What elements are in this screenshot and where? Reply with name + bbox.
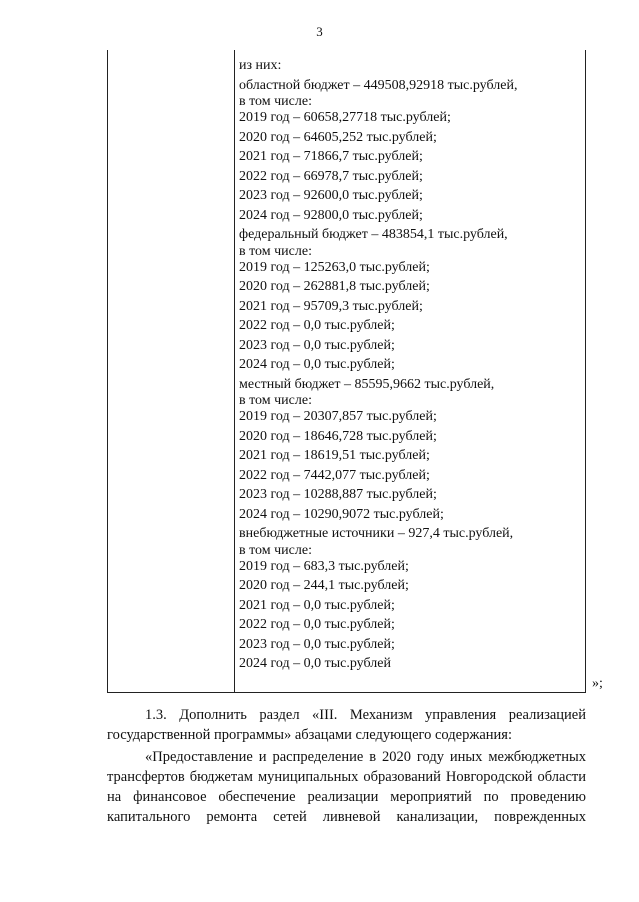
- funding-line: 2019 год – 683,3 тыс.рублей;: [239, 558, 409, 574]
- funding-line: местный бюджет – 85595,9662 тыс.рублей,: [239, 376, 495, 392]
- funding-line: 2024 год – 0,0 тыс.рублей;: [239, 357, 395, 372]
- funding-line: внебюджетные источники – 927,4 тыс.рублей,: [239, 526, 514, 541]
- funding-line: 2019 год – 20307,857 тыс.рублей;: [239, 409, 437, 424]
- funding-line: 2023 год – 92600,0 тыс.рублей;: [239, 188, 423, 203]
- funding-line: 2024 год – 10290,9072 тыс.рублей;: [239, 506, 444, 522]
- funding-line: 2020 год – 244,1 тыс.рублей;: [239, 578, 409, 593]
- column-divider: [234, 50, 235, 692]
- funding-line: 2021 год – 95709,3 тыс.рублей;: [239, 298, 423, 314]
- paragraph-line: трансфертов бюджетам муниципальных образований Новгородской области: [107, 769, 586, 785]
- funding-line: областной бюджет – 449508,92918 тыс.рублей,: [239, 77, 518, 93]
- closing-quote: »;: [592, 676, 603, 691]
- funding-line: 2022 год – 7442,077 тыс.рублей;: [239, 467, 430, 483]
- funding-line: 2020 год – 262881,8 тыс.рублей;: [239, 279, 430, 294]
- paragraph-1-3: [107, 705, 586, 745]
- funding-line: 2019 год – 60658,27718 тыс.рублей;: [239, 110, 451, 125]
- funding-line: в том числе:: [239, 94, 312, 109]
- funding-line: 2023 год – 10288,887 тыс.рублей;: [239, 487, 437, 502]
- paragraph-line: 1.3. Дополнить раздел «III. Механизм управления реализацией: [145, 707, 586, 723]
- paragraph-line: на финансовое обеспечение реализации мероприятий по проведению: [107, 789, 586, 805]
- funding-line: 2019 год – 125263,0 тыс.рублей;: [239, 259, 430, 275]
- funding-line: 2024 год – 0,0 тыс.рублей: [239, 656, 391, 671]
- funding-line: 2021 год – 18619,51 тыс.рублей;: [239, 448, 430, 463]
- paragraph-line: государственной программы» абзацами следующего содержания:: [107, 727, 513, 743]
- funding-line: в том числе:: [239, 542, 312, 558]
- paragraph-line: капитального ремонта сетей ливневой канализации, поврежденных: [107, 809, 586, 825]
- funding-line: 2023 год – 0,0 тыс.рублей;: [239, 337, 395, 353]
- funding-cell: [239, 56, 579, 674]
- funding-line: 2021 год – 71866,7 тыс.рублей;: [239, 149, 423, 164]
- funding-line: из них:: [239, 58, 282, 73]
- funding-line: 2024 год – 92800,0 тыс.рублей;: [239, 207, 423, 223]
- funding-line: 2022 год – 66978,7 тыс.рублей;: [239, 168, 423, 184]
- funding-line: 2022 год – 0,0 тыс.рублей;: [239, 318, 395, 333]
- funding-line: в том числе:: [239, 243, 312, 259]
- paragraph-quote: [107, 747, 586, 827]
- funding-line: 2022 год – 0,0 тыс.рублей;: [239, 617, 395, 632]
- funding-line: 2021 год – 0,0 тыс.рублей;: [239, 597, 395, 613]
- funding-line: в том числе:: [239, 393, 312, 408]
- funding-line: федеральный бюджет – 483854,1 тыс.рублей,: [239, 227, 508, 242]
- funding-table: [107, 50, 586, 693]
- funding-line: 2020 год – 64605,252 тыс.рублей;: [239, 129, 437, 145]
- funding-line: 2020 год – 18646,728 тыс.рублей;: [239, 428, 437, 444]
- funding-line: 2023 год – 0,0 тыс.рублей;: [239, 636, 395, 652]
- page-number: 3: [316, 24, 323, 39]
- paragraph-line: «Предоставление и распределение в 2020 году иных межбюджетных: [145, 749, 586, 765]
